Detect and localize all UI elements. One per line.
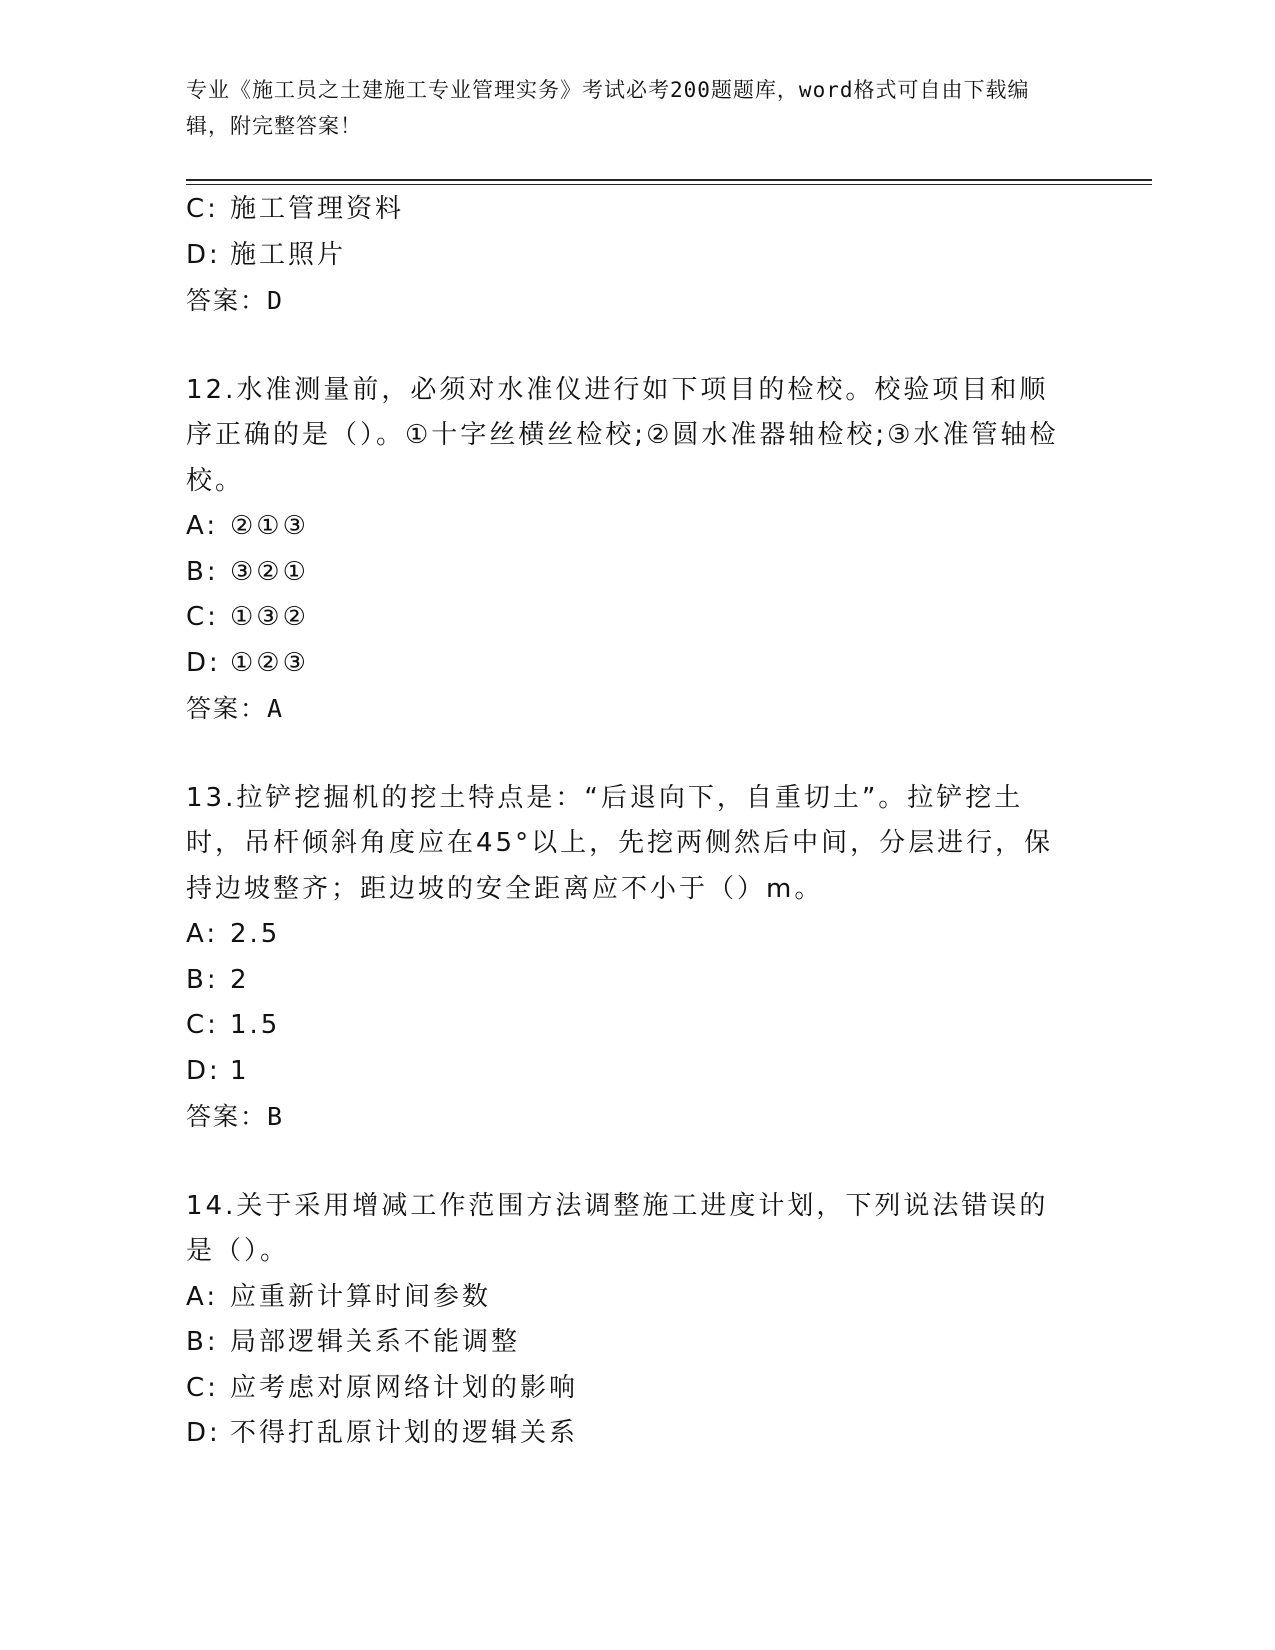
option-b [186,958,1066,1004]
answer-line: 答案：A [186,694,285,723]
question-text: 12.水准测量前，必须对水准仪进行如下项目的检校。校验项目和顺序正确的是（）。①十字丝横丝检校;②圆水准器轴检校;③水准管轴检校。 [186,374,1059,496]
option-letter: A: [186,919,219,949]
option-c [186,187,1066,233]
option-d [186,1049,1066,1095]
question-text: 14.关于采用增减工作范围方法调整施工进度计划，下列说法错误的是（）。 [186,1190,1049,1266]
option-letter: B: [186,964,219,995]
question-list [186,187,1066,1457]
option-c [186,1003,1066,1049]
answer-line: 答案：D [186,286,285,315]
option-b [186,1320,1066,1366]
continued-question [186,187,1066,324]
question-14 [186,1184,1066,1457]
option-c [186,1366,1066,1412]
option-text: 1 [230,1055,250,1086]
answer-line: 答案：B [186,1102,285,1131]
option-letter: D: [186,239,221,270]
option-text: ①②③ [230,647,309,678]
header-rule-thick [186,179,1152,181]
option-letter: C: [186,1372,219,1403]
option-letter: C: [186,194,219,224]
header-rule-thin [186,184,1152,185]
option-d [186,233,1066,279]
option-letter: A: [186,511,219,541]
option-letter: C: [186,602,219,632]
option-text: 2.5 [230,919,281,949]
question-13 [186,776,1066,1140]
option-text: ①③② [230,602,309,632]
option-d [186,641,1066,687]
page-header: 专业《施工员之土建施工专业管理实务》考试必考200题题库，word格式可自由下载编辑，附完整答案！ [186,78,1030,138]
option-text: 应重新计算时间参数 [230,1281,492,1312]
option-letter: B: [186,556,219,587]
option-letter: C: [186,1010,219,1040]
option-text: 施工照片 [230,239,347,270]
option-letter: D: [186,1418,221,1448]
option-d [186,1411,1066,1457]
option-b [186,550,1066,596]
option-letter: A: [186,1281,219,1312]
option-letter: D: [186,647,221,678]
option-text: ③②① [230,556,309,587]
option-a [186,912,1066,958]
question-text: 13.拉铲挖掘机的挖土特点是：“后退向下，自重切土”。拉铲挖土时，吊杆倾斜角度应在45°以上，先挖两侧然后中间，分层进行，保持边坡整齐；距边坡的安全距离应不小于（）m。 [186,782,1054,904]
option-text: 局部逻辑关系不能调整 [230,1327,521,1357]
option-c [186,595,1066,641]
option-text: 应考虑对原网络计划的影响 [230,1372,579,1403]
option-a [186,504,1066,550]
question-12 [186,368,1066,732]
option-text: ②①③ [230,511,309,541]
option-letter: B: [186,1327,219,1357]
option-a [186,1275,1066,1321]
option-text: 1.5 [230,1010,281,1040]
option-text: 2 [230,964,250,995]
option-text: 施工管理资料 [230,194,405,224]
option-letter: D: [186,1055,221,1086]
option-text: 不得打乱原计划的逻辑关系 [230,1418,579,1448]
